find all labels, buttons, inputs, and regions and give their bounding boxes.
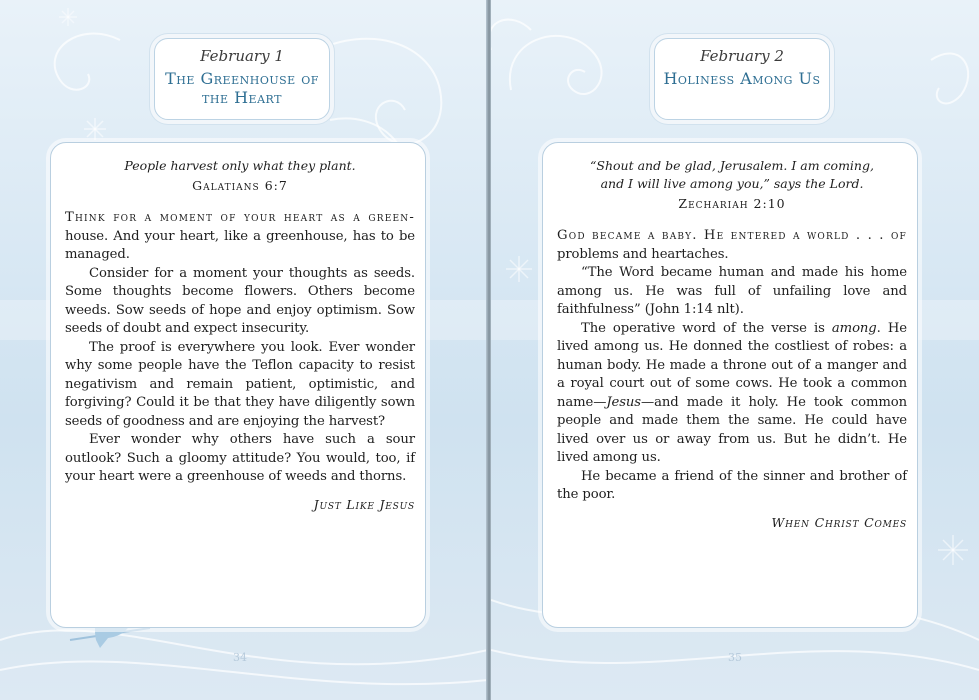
snowflake-icon	[84, 118, 106, 140]
paragraph: The proof is everywhere you look. Ever wonder why some people have the Teflon capacity to resist negativism and remain patient, optimistic, and forgiving? Could it be that they have diligently sown seeds of goodness and are enjoying the harvest?	[65, 339, 415, 429]
entry-date: February 1	[200, 47, 284, 65]
page-number: 35	[728, 651, 742, 664]
right-page	[491, 0, 979, 700]
entry-date: February 2	[700, 47, 784, 65]
title-plaque	[154, 38, 330, 120]
devotional-body	[65, 209, 415, 487]
reading-card	[50, 142, 426, 628]
verse-reference: Galatians 6:7	[192, 178, 288, 193]
paragraph: The operative word of the verse is among. He lived among us. He donned the costliest of robes: a human body. He made a throne out of a manger and a royal court out of some cows. He took a common name—Jesus—and made it holy. He took common people and made them the same. He could have lived over us or away from us. But he didn’t. He lived among us.	[557, 320, 907, 465]
entry-title: Holiness Among Us	[663, 69, 821, 88]
paragraph-lead: Think for a moment of your heart as a green- house. And your heart, like a greenhouse, has to be managed.	[65, 210, 415, 262]
entry-title: The Greenhouse of the Heart	[165, 69, 319, 107]
verse-text: People harvest only what they plant.	[124, 158, 356, 173]
paragraph: He became a friend of the sinner and brother of the poor.	[557, 468, 907, 502]
page-number: 34	[233, 651, 247, 664]
paragraph: “The Word became human and made his home among us. He was full of unfailing love and faithfulness” (John 1:14 nlt).	[557, 265, 907, 317]
reading-card	[542, 142, 918, 628]
verse-text: “Shout and be glad, Jerusalem. I am coming, and I will live among you,” says the Lord.	[590, 158, 874, 191]
source-title: When Christ Comes	[771, 514, 907, 530]
title-plaque	[654, 38, 830, 120]
snowflake-icon	[506, 256, 532, 282]
paragraph: Ever wonder why others have such a sour outlook? Such a gloomy attitude? You would, too, if your heart were a greenhouse of weeds and thorns.	[65, 432, 415, 484]
source-title: Just Like Jesus	[313, 496, 415, 512]
left-page	[0, 0, 488, 700]
verse-reference: Zechariah 2:10	[678, 196, 786, 211]
paragraph: Consider for a moment your thoughts as seeds. Some thoughts become flowers. Others become weeds. Sow seeds of hope and enjoy optimism. Sow seeds of doubt and expect insecurity.	[65, 265, 415, 336]
paragraph-lead: God became a baby. He entered a world . . . of problems and heartaches.	[557, 228, 907, 262]
devotional-body	[557, 227, 907, 505]
